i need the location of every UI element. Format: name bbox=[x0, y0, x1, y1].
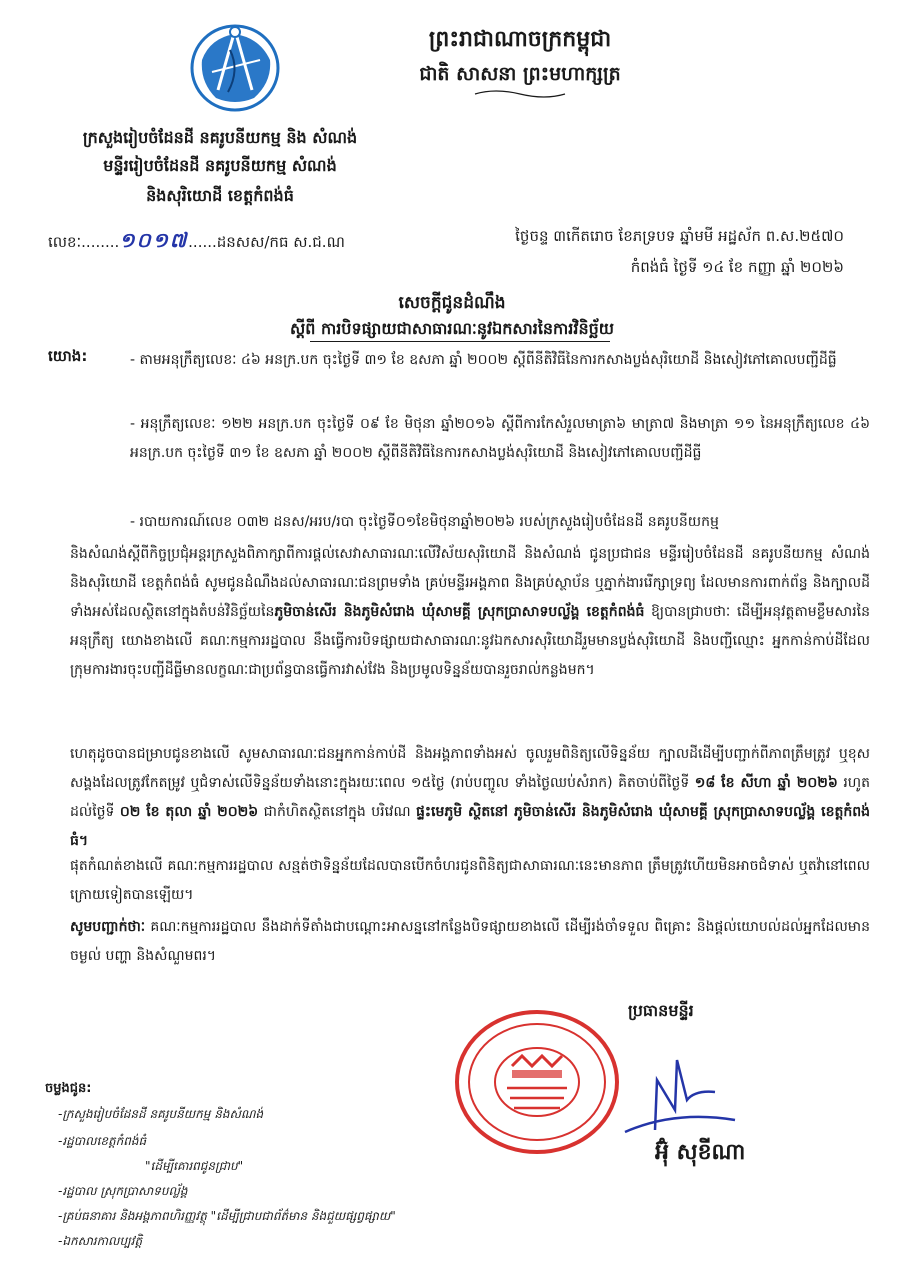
lunar-date: ថ្ងៃចន្ទ ៣កើតរោច ខែភទ្របទ ឆ្នាំមមី អដ្ឋស័ក ព.ស.២៥៧០ bbox=[515, 227, 844, 245]
ministry-logo bbox=[190, 20, 280, 112]
document-title: សេចក្តីជូនដំណឹង bbox=[398, 293, 506, 313]
distribution-label: ចម្លងជូន: bbox=[45, 1081, 92, 1096]
distribution-item: -ឯកសារកាលប្បវត្តិ bbox=[58, 1234, 143, 1248]
reference-item: - របាយការណ៍លេខ ០៣២ ដនស/អរប/របា ចុះថ្ងៃទី០១ខែមិថុនាឆ្នាំ២០២៦ របស់ក្រសួងរៀបចំដែនដី នគរូបនីយកម្ម bbox=[130, 514, 719, 530]
body-paragraph-3: ផុតកំណត់ខាងលើ គណៈកម្មការរដ្ឋបាល សន្មត់ថាទិន្នន័យដែលបានបើកចំហរជូនពិនិត្យជាសាធារណៈនេះមានភាព ត្រឹមត្រូវហើយមិនអាចជំទាស់ ឬតវ៉ានៅពេលក្រោយទៀតបានឡើយ។ bbox=[70, 858, 870, 903]
references-label: យោង: bbox=[48, 347, 88, 365]
motto-ornament bbox=[470, 88, 570, 100]
reference-number: លេខៈ........១០១៧......ដនសស/កធ ស.ជ.ណ bbox=[48, 230, 345, 252]
kingdom-heading: ព្រះរាជាណាចក្រកម្ពុជា bbox=[428, 26, 612, 52]
distribution-item: -រដ្ឋបាលខេត្តកំពង់ធំ bbox=[58, 1134, 147, 1148]
body-paragraph-1: និងសំណង់ស្តីពីកិច្ចប្រជុំអន្តរក្រសួងពិភាក្សាពីការផ្តល់សេវាសាធារណៈលើវិស័យសុរិយោដី និងសំណង់ ជូនប្រជាជន មន្ទីររៀបចំដែនដី នគរូបនីយកម្ម សំណង់ និងសុរិយោដី ខេត្តកំពង់ធំ សូមជូនដំណឹងដល់សាធារណៈជនព្រមទាំង គ្រប់មន្ទីរអង្គភាព និងគ្រប់ស្ថាប័ន ឬភ្នាក់ងាររើក្សាទ្រព្យ ដែលមានការពាក់ព័ន្ធ និងក្បាលដីទាំងអស់ដែលស្ថិតនៅក្នុងតំបន់វិនិច្ឆ័យនៃភូមិចាន់សើរ និងភូមិសំរោង ឃុំសាមគ្គី ស្រុកប្រាសាទបល្ល័ង្គ ខេត្តកំពង់ធំ ឱ្យបានជ្រាបថាៈ ដើម្បីអនុវត្តតាមខ្លឹមសារនៃអនុក្រឹត្យ យោងខាងលើ គណៈកម្មការរដ្ឋបាល នឹងធ្វើការបិទផ្សាយជាសាធារណៈនូវឯកសារសុរិយោដីរួមមានប្លង់សុរិយោដី និងបញ្ជីឈ្មោះ អ្នកកាន់កាប់ដីដែលក្រុមការងារចុះបញ្ជីដីធ្លីមានលក្ខណៈជាប្រព័ន្ធបានធ្វើការវាស់វែង និងប្រមូលទិន្នន័យបានរួចរាល់កន្លងមក។ bbox=[70, 546, 870, 678]
handwritten-number: ១០១៧ bbox=[119, 230, 189, 252]
signatory-name: អ៊ុំ សុខីណា bbox=[655, 1139, 746, 1165]
handwritten-signature bbox=[595, 1040, 745, 1140]
solar-date: កំពង់ធំ ថ្ងៃទី ១៤ ខែ កញ្ញា ឆ្នាំ ២០២៦ bbox=[630, 258, 844, 276]
distribution-item: -គ្រប់ធនាគារ និងអង្គភាពហិរញ្ញវត្ថុ "ដើម្បីជ្រាបជាព័ត៌មាន និងជួយផ្សព្វផ្សាយ" bbox=[58, 1209, 396, 1223]
distribution-note: "ដើម្បីគោរពជូនជ្រាប" bbox=[145, 1159, 244, 1173]
subject-underline bbox=[310, 341, 610, 342]
distribution-item: -រដ្ឋបាល ស្រុកប្រាសាទបល្ល័ង្គ bbox=[58, 1184, 188, 1198]
distribution-item: -ក្រសួងរៀបចំដែនដី នគរូបនីយកម្ម និងសំណង់ bbox=[58, 1107, 264, 1121]
reference-item: - អនុក្រឹត្យលេខៈ ១២២ អនក្រ.បក ចុះថ្ងៃទី ០៩ ខែ មិថុនា ឆ្នាំ២០១៦ ស្តីពីការកែសំរួលមាត្រា៦ មាត្រា៧ និងមាត្រា ១១ នៃអនុក្រឹត្យលេខ ៤៦ អនក្រ.បក ចុះថ្ងៃទី ៣១ ខែ ឧសភា ឆ្នាំ ២០០២ ស្តីពីនីតិវិធីនៃការកសាងប្លង់សុរិយោដី និងសៀវភៅគោលបញ្ជីដីធ្លី bbox=[130, 416, 870, 461]
signatory-title: ប្រធានមន្ទីរ bbox=[628, 1001, 694, 1020]
body-paragraph-4: សូមបញ្ជាក់ថាៈ គណៈកម្មការរដ្ឋបាល នឹងដាក់ទីតាំងជាបណ្តោះអាសន្ននៅកន្លែងបិទផ្សាយខាងលើ ដើម្បីរង់ចាំទទួល ពិគ្រោះ និងផ្តល់យោបល់ដល់អ្នកដែលមានចម្ងល់ បញ្ហា និងសំណួមពរ។ bbox=[70, 919, 870, 964]
ministry-name: ក្រសួងរៀបចំដែនដី នគរូបនីយកម្ម និង សំណង់ bbox=[82, 128, 358, 147]
national-motto: ជាតិ សាសនា ព្រះមហាក្សត្រ bbox=[419, 63, 621, 85]
body-paragraph-2: ហេតុដូចបានជម្រាបជូនខាងលើ សូមសាធារណៈជនអ្នកកាន់កាប់ដី និងអង្គភាពទាំងអស់ ចូលរួមពិនិត្យលើទិន្នន័យ ក្បាលដីដើម្បីបញ្ជាក់ពីភាពត្រឹមត្រូវ ឬខុសសង្គងដែលត្រូវកែតម្រូវ ឬជំទាស់លើទិន្នន័យទាំងនោះក្នុងរយៈពេល ១៥ថ្ងៃ (រាប់បញ្ចូល ទាំងថ្ងៃឈប់សំរាក) គិតចាប់ពីថ្ងៃទី ១៨ ខែ សីហា ឆ្នាំ ២០២៦ រហូតដល់ថ្ងៃទី ០២ ខែ តុលា ឆ្នាំ ២០២៦ ជាកំហិតស្ថិតនៅក្នុង បរិវេណ ផ្ទះមេភូមិ ស្ថិតនៅ ភូមិចាន់សើរ និងភូមិសំរោង ឃុំសាមគ្គី ស្រុកប្រាសាទបល្ល័ង្គ ខេត្តកំពង់ធំ។ bbox=[70, 746, 871, 849]
department-name-cont: និងសុរិយោដី ខេត្តកំពង់ធំ bbox=[146, 186, 294, 205]
department-name: មន្ទីររៀបចំដែនដី នគរូបនីយកម្ម សំណង់ bbox=[103, 156, 337, 175]
document-subject: ស្តីពី ការបិទផ្សាយជាសាធារណៈនូវឯកសារនៃការវិនិច្ឆ័យ bbox=[290, 319, 614, 338]
reference-item: - តាមអនុក្រឹត្យលេខៈ ៤៦ អនក្រ.បក ចុះថ្ងៃទី ៣១ ខែ ឧសភា ឆ្នាំ ២០០២ ស្តីពីនីតិវិធីនៃការកសាងប្លង់សុរិយោដី និងសៀវភៅគោលបញ្ជីដីធ្លី bbox=[130, 352, 837, 368]
